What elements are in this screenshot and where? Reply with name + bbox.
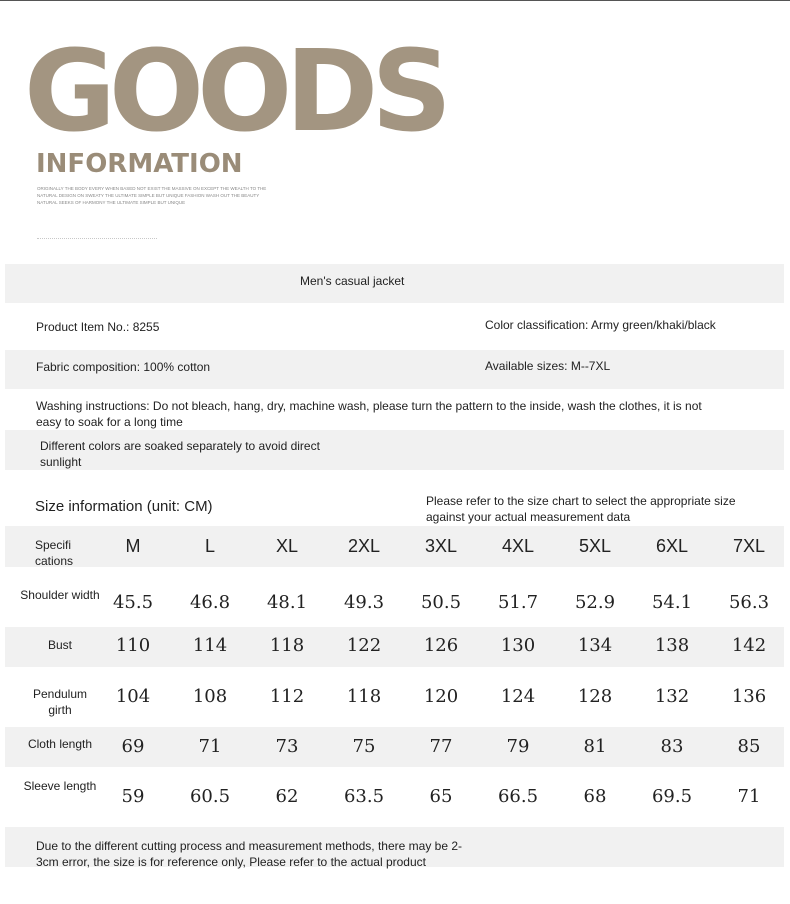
size-cell: 49.3 (343, 592, 385, 613)
size-cell: 75 (352, 736, 376, 757)
size-header-2xl: 2XL (347, 536, 381, 556)
size-cell: 112 (269, 686, 305, 707)
size-cell: 52.9 (574, 592, 616, 613)
size-cell: 122 (346, 635, 382, 656)
colors-note-row (5, 430, 784, 470)
size-cell: 45.5 (112, 592, 154, 613)
size-cell: 68 (583, 786, 607, 807)
size-cell: 142 (731, 635, 767, 656)
size-cell: 69.5 (651, 786, 693, 807)
size-cell: 118 (346, 686, 382, 707)
product-name: Men's casual jacket (300, 274, 405, 288)
size-cell: 63.5 (343, 786, 385, 807)
size-cell: 69 (121, 736, 145, 757)
size-header-5xl: 5XL (578, 536, 612, 556)
size-cell: 124 (500, 686, 536, 707)
item-row (5, 303, 784, 350)
size-header-m: M (125, 536, 141, 556)
size-cell: 81 (583, 736, 607, 757)
size-cell: 77 (429, 736, 453, 757)
decorative-dots (37, 238, 157, 240)
size-cell: 134 (577, 635, 613, 656)
size-cell: 54.1 (651, 592, 693, 613)
spec-header-label: Specifi cations (35, 538, 74, 568)
available-sizes: Available sizes: M--7XL (485, 359, 611, 373)
size-cell: 126 (423, 635, 459, 656)
washing-instructions: Washing instructions: Do not bleach, hang, dry, machine wash, please turn the pattern to the inside, wash the clothes, it is not easy to soak for a long time (36, 399, 702, 429)
heading-fine-print: ORIGINALLY THE BODY EVERY WHEN BASED NOT EXIST THE MASSIVE ON EXCEPT THE WEALTH TO THE NATURAL DESIGN ON SWEATY THE ULTIMATE SIMPLE BUT UNIQUE FASHION WASH OUT THE BEAUTY NATURAL SEEKS OF HARMONY THE ULTIMATE SIMPLE BUT UNIQUE (37, 186, 267, 205)
size-cell: 108 (192, 686, 228, 707)
size-cell: 79 (506, 736, 530, 757)
color-classification: Color classification: Army green/khaki/black (485, 318, 716, 332)
fabric-row (5, 350, 784, 389)
row-label: Pendulum girth (32, 687, 88, 717)
size-cell: 50.5 (420, 592, 462, 613)
size-cell: 71 (198, 736, 222, 757)
size-header-xl: XL (275, 536, 299, 556)
washing-row (5, 389, 784, 430)
size-cell: 60.5 (189, 786, 231, 807)
size-chart-note: Please refer to the size chart to select the appropriate size against your actual measurement data (426, 494, 736, 524)
size-cell: 71 (737, 786, 761, 807)
size-cell: 110 (115, 635, 151, 656)
size-cell: 65 (429, 786, 453, 807)
fabric-composition: Fabric composition: 100% cotton (36, 360, 211, 374)
size-header-7xl: 7XL (732, 536, 766, 556)
row-label: Cloth length (27, 737, 93, 751)
size-cell: 66.5 (497, 786, 539, 807)
size-cell: 138 (654, 635, 690, 656)
row-label: Shoulder width (20, 588, 100, 602)
size-cell: 120 (423, 686, 459, 707)
size-cell: 128 (577, 686, 613, 707)
goods-heading: GOODS (24, 27, 445, 157)
size-cell: 136 (731, 686, 767, 707)
size-cell: 51.7 (497, 592, 539, 613)
size-cell: 46.8 (189, 592, 231, 613)
size-header-3xl: 3XL (424, 536, 458, 556)
size-cell: 59 (121, 786, 145, 807)
size-header-l: L (204, 536, 215, 556)
size-cell: 83 (660, 736, 684, 757)
size-cell: 130 (500, 635, 536, 656)
size-cell: 114 (192, 635, 228, 656)
size-cell: 56.3 (728, 592, 770, 613)
size-header-6xl: 6XL (655, 536, 689, 556)
product-name-band (5, 264, 784, 303)
product-item-no: Product Item No.: 8255 (36, 320, 160, 334)
size-header-4xl: 4XL (501, 536, 535, 556)
size-cell: 104 (115, 686, 151, 707)
size-cell: 48.1 (266, 592, 308, 613)
size-cell: 118 (269, 635, 305, 656)
top-border-line (0, 0, 790, 1)
size-table-title: Size information (unit: CM) (35, 498, 213, 515)
size-cell: 62 (275, 786, 299, 807)
size-cell: 73 (275, 736, 299, 757)
information-heading: INFORMATION (36, 149, 243, 179)
row-label: Bust (47, 638, 72, 652)
size-cell: 85 (737, 736, 761, 757)
colors-note: Different colors are soaked separately to avoid direct sunlight (40, 439, 320, 469)
footer-note: Due to the different cutting process and measurement methods, there may be 2-3cm error, the size is for reference only, Please refer to the actual product (36, 839, 463, 869)
row-label: Sleeve length (23, 779, 97, 793)
size-cell: 132 (654, 686, 690, 707)
